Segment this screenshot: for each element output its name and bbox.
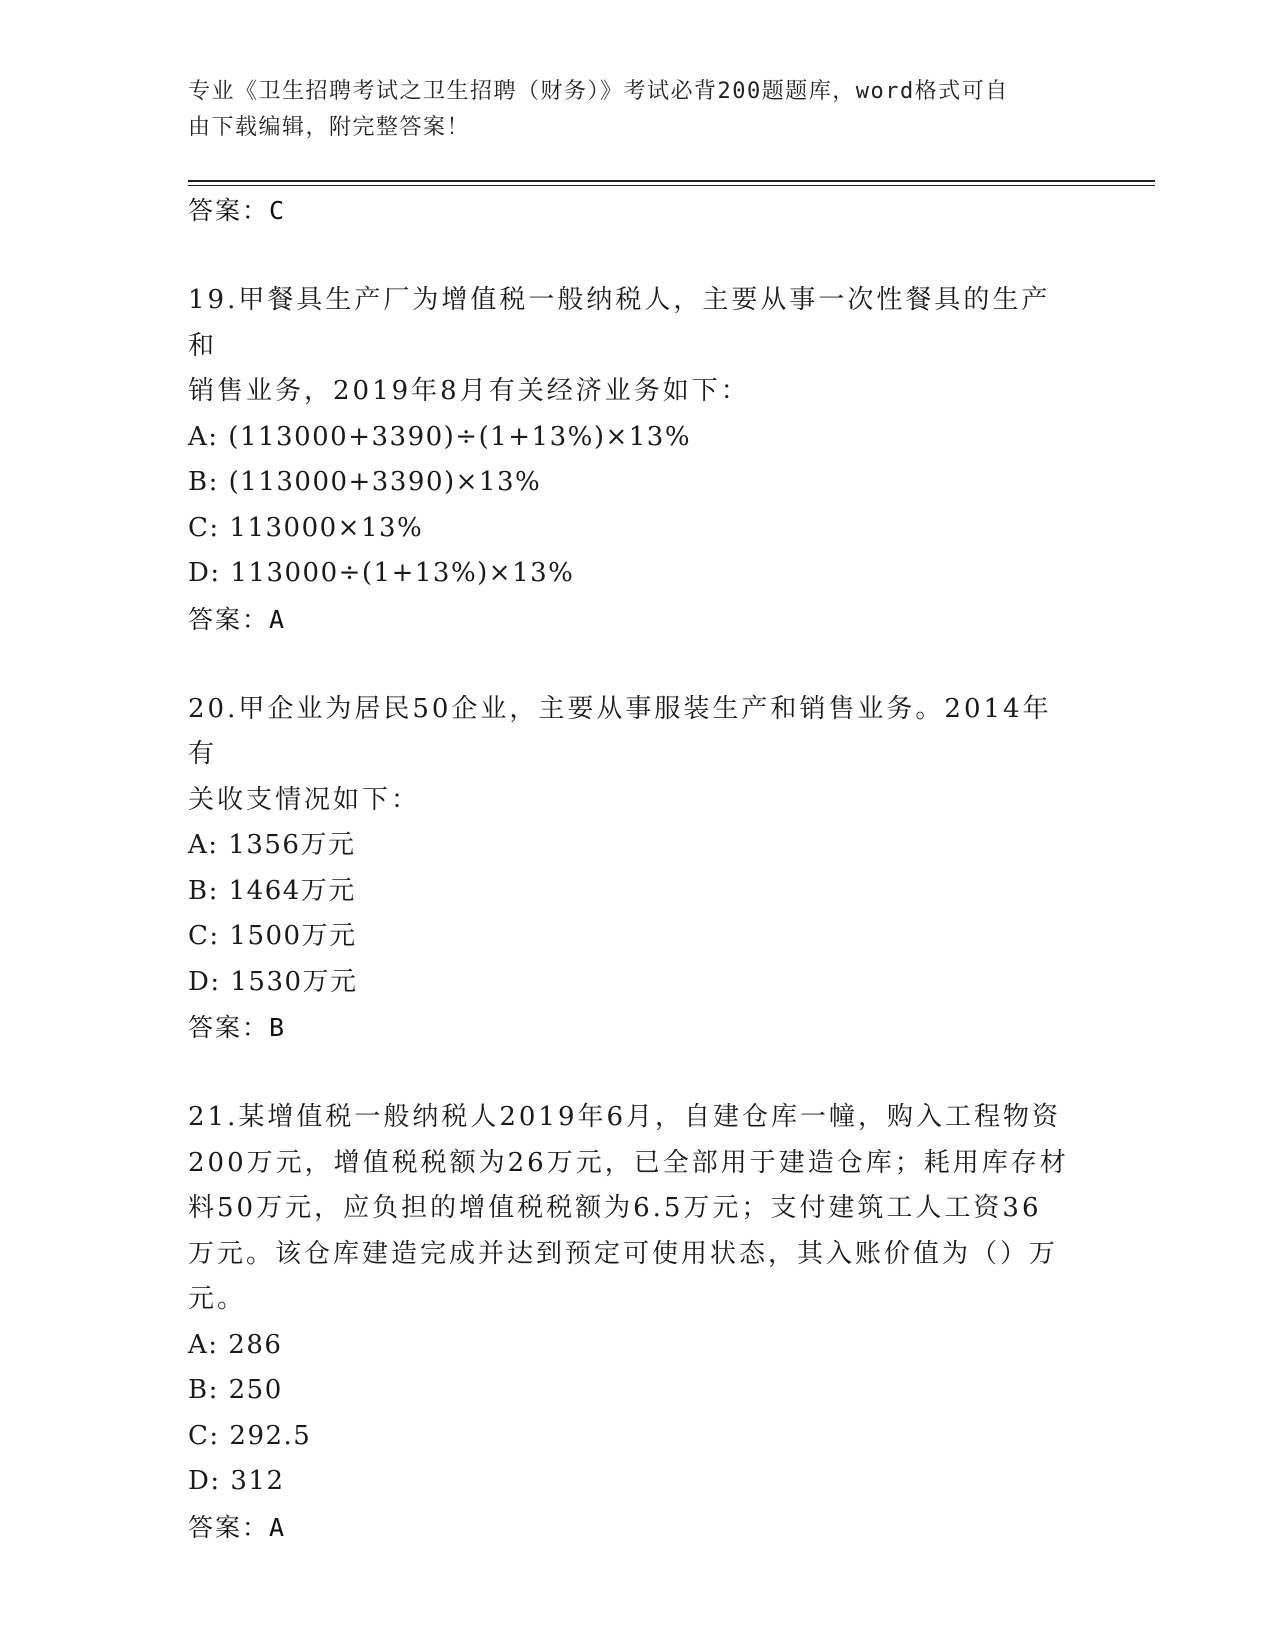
answer-value: A [269, 1512, 287, 1542]
option-a: A: 286 [188, 1329, 283, 1360]
question-answer [188, 1505, 1078, 1551]
option-b: B: (113000+3390)×13% [188, 467, 542, 497]
question-list [188, 188, 1078, 1551]
option-d: D: 312 [188, 1466, 285, 1496]
option-a: A: (113000+3390)÷(1+13%)×13% [188, 421, 692, 452]
question-text [188, 278, 1078, 415]
question-text [188, 1095, 1078, 1323]
option-c: C: 113000×13% [188, 512, 424, 543]
question-20 [188, 687, 1078, 1052]
header-line-1: 专业《卫生招聘考试之卫生招聘（财务）》考试必背200题题库，word格式可自 [188, 79, 1009, 104]
option-c: C: 1500万元 [188, 921, 357, 951]
question-answer [188, 597, 1078, 643]
header-line-2: 由下载编辑，附完整答案！ [188, 115, 471, 140]
question-text [188, 687, 1078, 824]
header-divider-thin [188, 185, 1155, 186]
document-header [188, 74, 1088, 146]
spacer [188, 234, 1078, 278]
answer-value: A [269, 604, 287, 634]
option-b: B: 250 [188, 1375, 283, 1405]
previous-answer [188, 188, 1078, 234]
question-21 [188, 1095, 1078, 1551]
option-a: A: 1356万元 [188, 830, 356, 860]
question-text-line: 关收支情况如下： [188, 784, 421, 815]
answer-value: B [269, 1013, 287, 1042]
answer-label: 答案： [188, 604, 270, 634]
question-text-line: 元。 [188, 1284, 247, 1314]
question-text-line: 21.某增值税一般纳税人2019年6月，自建仓库一幢，购入工程物资 [188, 1102, 1062, 1132]
question-19 [188, 278, 1078, 643]
answer-label: 答案： [188, 1512, 270, 1542]
header-divider-thick [188, 180, 1155, 182]
option-c: C: 292.5 [188, 1420, 312, 1451]
option-d: D: 113000÷(1+13%)×13% [188, 558, 575, 588]
spacer [188, 643, 1078, 687]
answer-value: C [269, 196, 287, 225]
question-text-line: 销售业务，2019年8月有关经济业务如下： [188, 376, 750, 406]
question-answer [188, 1005, 1078, 1051]
answer-label: 答案： [188, 196, 270, 225]
question-text-line: 19.甲餐具生产厂为增值税一般纳税人，主要从事一次性餐具的生产和 [188, 285, 1051, 361]
question-text-line: 料50万元，应负担的增值税税额为6.5万元；支付建筑工人工资36 [188, 1193, 1042, 1223]
question-text-line: 20.甲企业为居民50企业，主要从事服装生产和销售业务。2014年有 [188, 693, 1052, 769]
option-b: B: 1464万元 [188, 875, 356, 906]
question-text-line: 200万元，增值税税额为26万元，已全部用于建造仓库；耗用库存材 [188, 1147, 1069, 1178]
option-d: D: 1530万元 [188, 966, 358, 997]
answer-label: 答案： [188, 1013, 270, 1042]
spacer [188, 1051, 1078, 1095]
question-text-line: 万元。该仓库建造完成并达到预定可使用状态，其入账价值为（）万 [188, 1238, 1059, 1269]
